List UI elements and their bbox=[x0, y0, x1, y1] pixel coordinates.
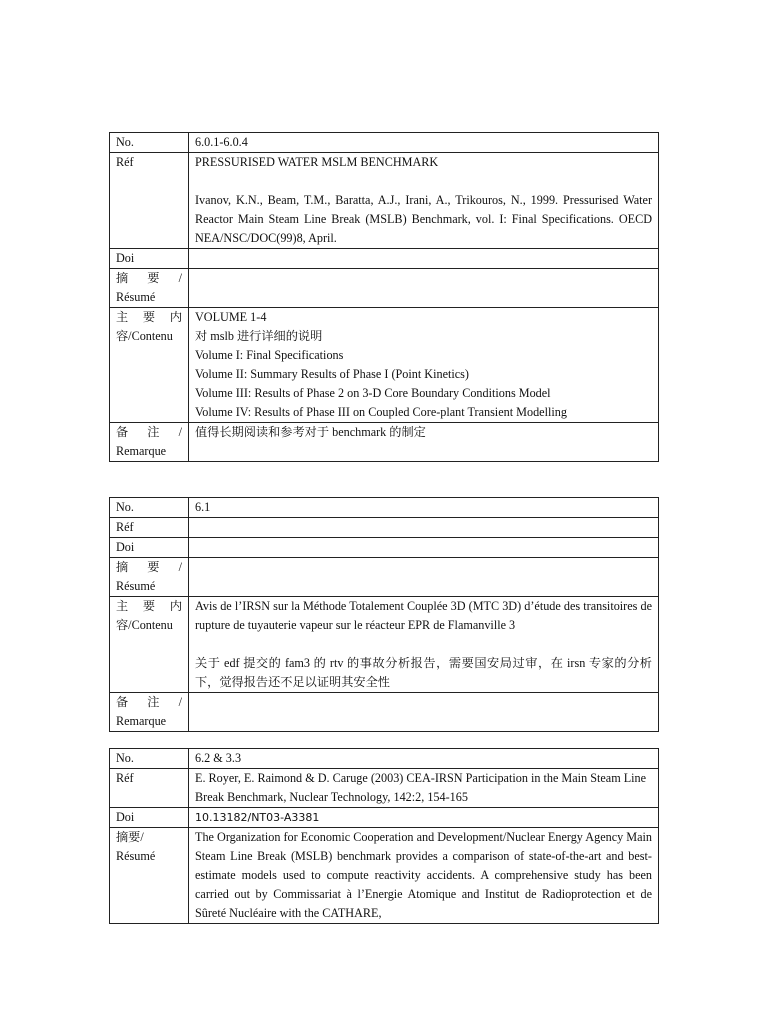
label-doi: Doi bbox=[110, 808, 189, 828]
label-no: No. bbox=[110, 498, 189, 518]
label-no: No. bbox=[110, 133, 189, 153]
row-remarque bbox=[110, 693, 659, 732]
contenu-line: Volume III: Results of Phase 2 on 3-D Core Boundary Conditions Model bbox=[195, 386, 551, 400]
record-table-2 bbox=[109, 497, 659, 732]
contenu-line: 对 mslb 进行详细的说明 bbox=[195, 329, 323, 343]
row-ref bbox=[110, 153, 659, 249]
label-resume: 摘 要 / Résumé bbox=[110, 269, 189, 308]
contenu-line: Volume IV: Results of Phase III on Coupled Core-plant Transient Modelling bbox=[195, 405, 567, 419]
label-contenu: 主 要 内 容/Contenu bbox=[110, 597, 189, 693]
record-table-3 bbox=[109, 748, 659, 924]
ref-title: PRESSURISED WATER MSLM BENCHMARK bbox=[195, 155, 439, 169]
value-remarque: 值得长期阅读和参考对于 benchmark 的制定 bbox=[189, 423, 659, 462]
value-remarque bbox=[189, 693, 659, 732]
value-ref bbox=[189, 518, 659, 538]
label-resume: 摘要/ Résumé bbox=[110, 828, 189, 924]
value-ref bbox=[189, 153, 659, 249]
label-remarque: 备 注 / Remarque bbox=[110, 693, 189, 732]
contenu-french: Avis de l’IRSN sur la Méthode Totalement Couplée 3D (MTC 3D) d’étude des transitoires de rupture de tuyauterie vapeur sur le réacteur EPR de Flamanville 3 bbox=[195, 599, 652, 632]
row-contenu bbox=[110, 597, 659, 693]
contenu-line: VOLUME 1-4 bbox=[195, 310, 267, 324]
value-no: 6.0.1-6.0.4 bbox=[189, 133, 659, 153]
row-no bbox=[110, 133, 659, 153]
row-remarque bbox=[110, 423, 659, 462]
row-resume bbox=[110, 828, 659, 924]
value-ref: E. Royer, E. Raimond & D. Caruge (2003) CEA-IRSN Participation in the Main Steam Line Break Benchmark, Nuclear Technology, 142:2, 154-165 bbox=[189, 769, 659, 808]
value-resume bbox=[189, 269, 659, 308]
label-remarque: 备 注 / Remarque bbox=[110, 423, 189, 462]
row-contenu bbox=[110, 308, 659, 423]
label-ref: Réf bbox=[110, 518, 189, 538]
label-resume: 摘 要 / Résumé bbox=[110, 558, 189, 597]
row-ref bbox=[110, 769, 659, 808]
row-doi bbox=[110, 808, 659, 828]
row-no bbox=[110, 749, 659, 769]
value-doi bbox=[189, 249, 659, 269]
row-no bbox=[110, 498, 659, 518]
value-doi: 10.13182/NT03-A3381 bbox=[189, 808, 659, 828]
value-resume bbox=[189, 558, 659, 597]
contenu-chinese: 关于 edf 提交的 fam3 的 rtv 的事故分析报告，需要国安局过审，在 irsn 专家的分析下，觉得报告还不足以证明其安全性 bbox=[195, 656, 652, 689]
value-no: 6.2 & 3.3 bbox=[189, 749, 659, 769]
contenu-line: Volume I: Final Specifications bbox=[195, 348, 344, 362]
value-contenu bbox=[189, 597, 659, 693]
value-contenu bbox=[189, 308, 659, 423]
row-doi bbox=[110, 538, 659, 558]
value-resume: The Organization for Economic Cooperation and Development/Nuclear Energy Agency Main Steam Line Break (MSLB) benchmark provides a comparison of state-of-the-art and best-estimate models used to compute reactivity accidents. A comprehensive study has been carried out by Commissariat à l’Energie Atomique and Institut de Radioprotection et de Sûreté Nucléaire with the CATHARE, bbox=[189, 828, 659, 924]
value-doi bbox=[189, 538, 659, 558]
contenu-line: Volume II: Summary Results of Phase I (Point Kinetics) bbox=[195, 367, 469, 381]
value-no: 6.1 bbox=[189, 498, 659, 518]
row-ref bbox=[110, 518, 659, 538]
label-ref: Réf bbox=[110, 153, 189, 249]
record-table-1 bbox=[109, 132, 659, 462]
ref-citation: Ivanov, K.N., Beam, T.M., Baratta, A.J., Irani, A., Trikouros, N., 1999. Pressurised Water Reactor Main Steam Line Break (MSLB) Benchmark, vol. I: Final Specifications. OECD NEA/NSC/DOC(99)8, April. bbox=[195, 193, 652, 245]
label-contenu: 主 要 内 容/Contenu bbox=[110, 308, 189, 423]
row-doi bbox=[110, 249, 659, 269]
label-doi: Doi bbox=[110, 249, 189, 269]
row-resume bbox=[110, 269, 659, 308]
label-ref: Réf bbox=[110, 769, 189, 808]
label-no: No. bbox=[110, 749, 189, 769]
row-resume bbox=[110, 558, 659, 597]
label-doi: Doi bbox=[110, 538, 189, 558]
